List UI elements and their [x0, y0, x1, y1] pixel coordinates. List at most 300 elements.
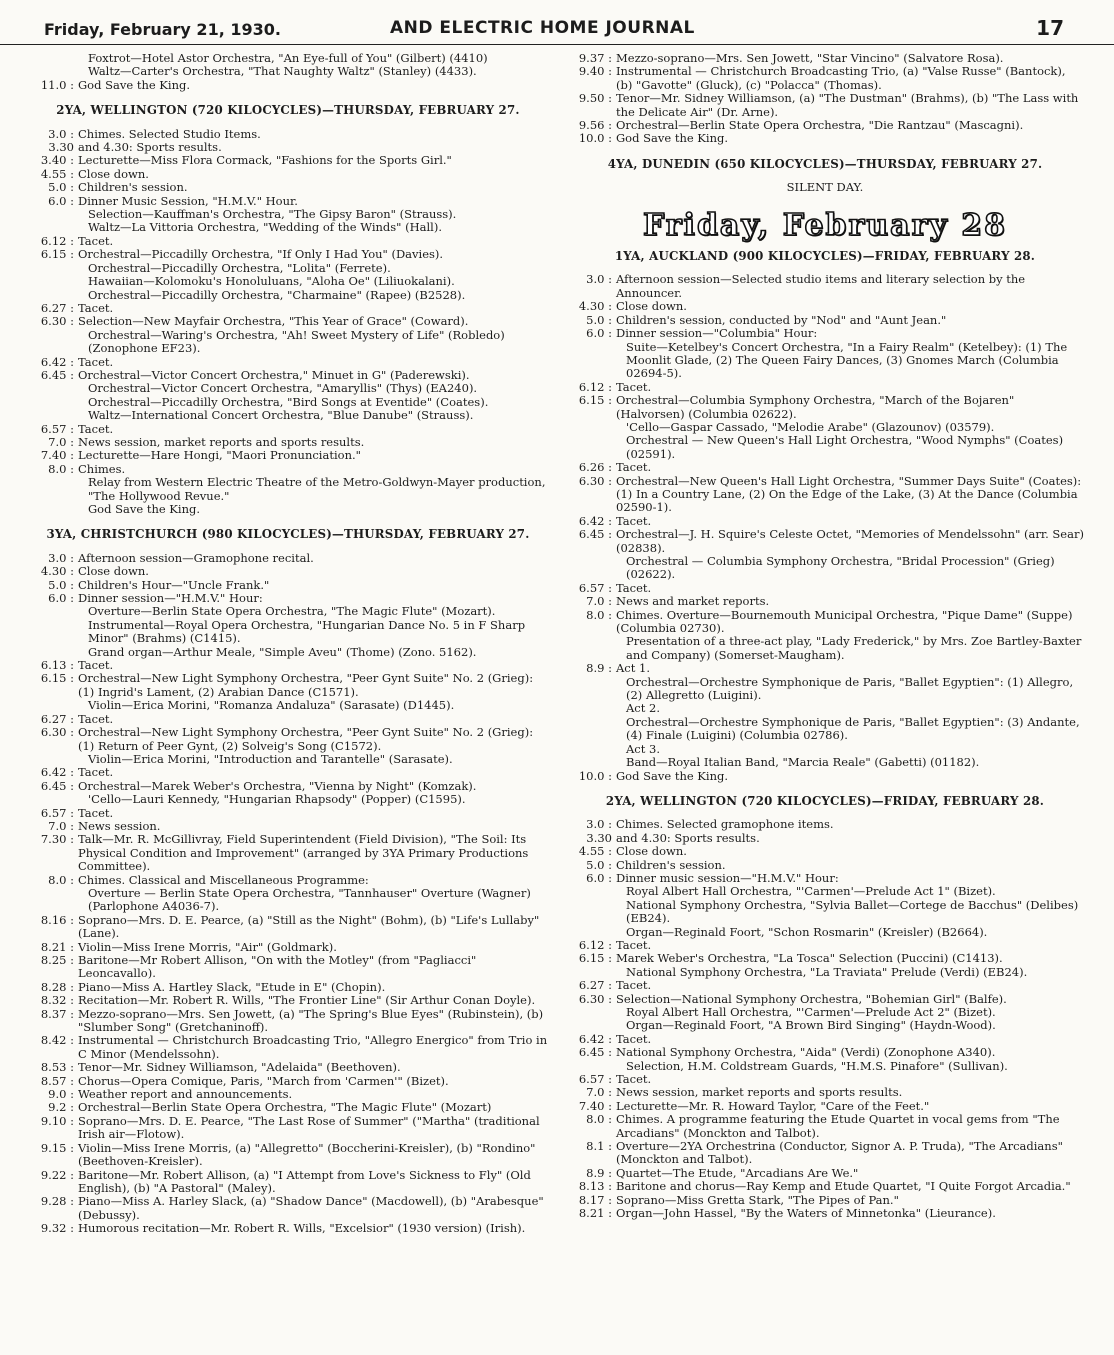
program-text: Tacet. — [616, 1072, 652, 1087]
program-time: 6.57 : — [40, 805, 74, 820]
program-time: 3.0 : — [48, 126, 74, 141]
program-text: Waltz—La Vittoria Orchestra, "Wedding of the Winds" (Hall). — [88, 220, 442, 235]
program-time: 8.0 : — [586, 607, 612, 622]
program-entry — [28, 579, 548, 592]
program-entry — [28, 1142, 548, 1169]
program-text: Overture—Berlin State Opera Orchestra, "The Magic Flute" (Mozart). — [88, 604, 496, 619]
program-entry — [566, 609, 1084, 636]
program-entry — [28, 726, 548, 753]
program-time: 7.0 : — [48, 818, 74, 833]
program-time — [28, 476, 78, 503]
program-entry — [566, 756, 1084, 769]
program-text: Orchestral—New Light Symphony Orchestra, "Peer Gynt Suite" No. 2 (Grieg): (1) Return of Peer Gynt, (2) Solveig's Song (C1572). — [78, 725, 534, 753]
program-entry — [28, 659, 548, 672]
program-time: 6.27 : — [40, 711, 74, 726]
program-entry — [28, 396, 548, 409]
program-text: Organ—John Hassel, "By the Waters of Minnetonka" (Lieurance). — [616, 1206, 996, 1221]
program-time: 5.0 : — [586, 312, 612, 327]
program-entry — [28, 1101, 548, 1114]
program-time — [28, 289, 78, 302]
program-entry — [28, 672, 548, 699]
program-entry — [28, 208, 548, 221]
program-time — [566, 1006, 616, 1019]
program-text: Selection—New Mayfair Orchestra, "This Year of Grace" (Coward). — [78, 314, 469, 329]
station-heading: 2YA, WELLINGTON (720 KILOCYCLES)—THURSDAY, FEBRUARY 27. — [56, 103, 520, 118]
program-entry — [28, 1169, 548, 1196]
program-time: 8.1 : — [586, 1139, 612, 1154]
program-time: 8.13 : — [578, 1179, 612, 1194]
program-time: 9.0 : — [48, 1087, 74, 1102]
program-time — [28, 605, 78, 618]
program-time: 6.15 : — [40, 247, 74, 262]
program-text: Tacet. — [78, 805, 114, 820]
program-time: 8.17 : — [578, 1192, 612, 1207]
program-entry — [28, 753, 548, 766]
program-time — [566, 702, 616, 715]
program-text: National Symphony Orchestra, "Sylvia Ballet—Cortege de Bacchus" (Delibes) (EB24). — [626, 897, 1079, 926]
program-time: 6.57 : — [578, 580, 612, 595]
program-entry — [28, 1061, 548, 1074]
program-entry — [28, 1034, 548, 1061]
program-time — [28, 221, 78, 234]
program-entry — [28, 329, 548, 356]
program-entry — [566, 966, 1084, 979]
program-text: Orchestral—Waring's Orchestra, "Ah! Sweet Mystery of Life" (Robledo) (Zonophone EF23). — [88, 327, 505, 356]
program-entry — [566, 1060, 1084, 1073]
program-time: 6.0 : — [48, 591, 74, 606]
program-time: 6.30 : — [578, 991, 612, 1006]
program-entry — [566, 899, 1084, 926]
program-text: Children's session. — [78, 180, 188, 195]
program-time: 6.45 : — [40, 367, 74, 382]
program-entry — [566, 859, 1084, 872]
program-time: 5.0 : — [586, 857, 612, 872]
program-text: Orchestral—New Queen's Hall Light Orchestra, "Summer Days Suite" (Coates): (1) In a Country Lane, (2) On the Edge of the Lake, (3) At the Dance (Columbia 02590-1). — [616, 473, 1082, 515]
program-text: Orchestral—Piccadilly Orchestra, "Charmaine" (Rapee) (B2528). — [88, 287, 466, 302]
program-time: 8.0 : — [48, 872, 74, 887]
program-text: Grand organ—Arthur Meale, "Simple Aveu" (Thome) (Zono. 5162). — [88, 644, 477, 659]
program-time — [566, 434, 616, 461]
program-text: Close down. — [78, 166, 149, 181]
program-time: 9.10 : — [40, 1113, 74, 1128]
program-text: Chimes. — [78, 461, 126, 476]
program-text: Orchestral — New Queen's Hall Light Orchestra, "Wood Nymphs" (Coates) (02591). — [626, 433, 1064, 461]
program-time: 6.27 : — [578, 978, 612, 993]
program-time: 8.9 : — [586, 1165, 612, 1180]
program-text: Close down. — [616, 844, 687, 859]
program-text: Presentation of a three-act play, "Lady Frederick," by Mrs. Zoe Bartley-Baxter and Company) (Somerset-Maugham). — [626, 634, 1082, 662]
program-time: 10.0 : — [578, 131, 612, 146]
program-entry — [28, 168, 548, 181]
program-time — [566, 341, 616, 381]
program-text: Talk—Mr. R. McGillivray, Field Superintendent (Field Division), "The Soil: Its Physical Condition and Improvement" (arranged by 3YA Primary Productions Committee). — [78, 832, 529, 874]
program-text: and 4.30: Sports results. — [78, 140, 222, 155]
program-text: Quartet—The Etude, "Arcadians Are We." — [616, 1165, 859, 1180]
program-entry — [28, 954, 548, 981]
program-entry — [566, 1140, 1084, 1167]
program-text: Mezzo-soprano—Mrs. Sen Jowett, "Star Vincino" (Salvatore Rosa). — [616, 51, 1004, 65]
right-column — [566, 52, 1084, 1221]
program-text: Children's session, conducted by "Nod" and "Aunt Jean." — [616, 312, 947, 327]
program-entry — [28, 52, 548, 65]
program-entry — [28, 1222, 548, 1235]
program-time: 8.21 : — [40, 939, 74, 954]
program-time — [28, 275, 78, 288]
program-text: God Save the King. — [616, 131, 729, 146]
program-entry — [28, 503, 548, 516]
program-text: Selection—National Symphony Orchestra, "Bohemian Girl" (Balfe). — [616, 991, 1007, 1006]
program-text: Tacet. — [78, 354, 114, 369]
program-entry — [566, 993, 1084, 1006]
program-entry — [566, 1194, 1084, 1207]
program-entry — [566, 1167, 1084, 1180]
program-text: Orchestral—Columbia Symphony Orchestra, "March of the Bojaren" (Halvorsen) (Columbia 02622). — [616, 393, 1015, 421]
program-entry — [28, 807, 548, 820]
program-time: 8.28 : — [40, 979, 74, 994]
station-heading: 3YA, CHRISTCHURCH (980 KILOCYCLES)—THURSDAY, FEBRUARY 27. — [46, 527, 530, 542]
program-entry — [28, 1115, 548, 1142]
program-text: Piano—Miss A. Hartley Slack, "Etude in E" (Chopin). — [78, 979, 386, 994]
program-time: 8.9 : — [586, 661, 612, 676]
program-text: Orchestral—Berlin State Opera Orchestra, "Die Rantzau" (Mascagni). — [616, 118, 1024, 133]
program-text: Marek Weber's Orchestra, "La Tosca" Selection (Puccini) (C1413). — [616, 951, 1003, 966]
program-entry — [28, 874, 548, 887]
program-time — [566, 635, 616, 662]
program-entry — [28, 382, 548, 395]
program-entry — [28, 793, 548, 806]
program-text: Overture — Berlin State Opera Orchestra, "Tannhauser" Overture (Wagner) (Parlophone A4036-7). — [88, 885, 531, 914]
program-entry — [28, 994, 548, 1007]
program-entry — [566, 872, 1084, 885]
program-entry — [28, 699, 548, 712]
program-time — [28, 646, 78, 659]
program-time: 6.30 : — [40, 725, 74, 740]
program-time: 6.12 : — [578, 937, 612, 952]
program-text: Orchestral — Columbia Symphony Orchestra, "Bridal Procession" (Grieg) (02622). — [626, 554, 1055, 582]
program-entry — [566, 926, 1084, 939]
program-entry — [28, 552, 548, 565]
program-entry — [566, 119, 1084, 132]
program-entry — [566, 939, 1084, 952]
program-entry — [566, 885, 1084, 898]
program-time: 6.57 : — [578, 1072, 612, 1087]
program-text: Soprano—Miss Gretta Stark, "The Pipes of Pan." — [616, 1192, 899, 1207]
silent-day-note: SILENT DAY. — [786, 180, 864, 195]
program-entry — [28, 79, 548, 92]
program-text: Tacet. — [616, 978, 652, 993]
program-entry — [566, 421, 1084, 434]
program-entry — [28, 315, 548, 328]
program-entry — [566, 676, 1084, 703]
program-entry — [28, 565, 548, 578]
program-text: Baritone and chorus—Ray Kemp and Etude Quartet, "I Quite Forgot Arcadia." — [616, 1179, 1071, 1194]
program-entry — [28, 235, 548, 248]
program-time: 6.15 : — [578, 393, 612, 408]
program-text: Band—Royal Italian Band, "Marcia Reale" (Gabetti) (01182). — [626, 755, 980, 770]
program-time: 6.0 : — [586, 326, 612, 341]
program-text: Chimes. Overture—Bournemouth Municipal Orchestra, "Pique Dame" (Suppe) (Columbia 02730). — [616, 607, 1073, 636]
program-time: 5.0 : — [48, 577, 74, 592]
program-time — [566, 1060, 616, 1073]
program-time: 8.25 : — [40, 953, 74, 967]
program-entry — [566, 818, 1084, 831]
station-heading: 4YA, DUNEDIN (650 KILOCYCLES)—THURSDAY, FEBRUARY 27. — [607, 156, 1043, 171]
program-time: 6.42 : — [578, 1031, 612, 1046]
program-entry — [28, 887, 548, 914]
program-text: Recitation—Mr. Robert R. Wills, "The Frontier Line" (Sir Arthur Conan Doyle). — [78, 993, 536, 1008]
program-time: 10.0 : — [578, 768, 612, 783]
program-time: 3.40 : — [40, 153, 74, 168]
program-entry — [566, 845, 1084, 858]
program-text: Chimes. Selected Studio Items. — [78, 126, 261, 141]
program-time: 7.30 : — [40, 832, 74, 847]
program-text: and 4.30: Sports results. — [616, 830, 760, 845]
program-entry — [566, 475, 1084, 515]
program-text: Orchestral—Piccadilly Orchestra, "Lolita" (Ferrete). — [88, 260, 391, 275]
program-entry — [566, 1073, 1084, 1086]
program-time: 8.57 : — [40, 1073, 74, 1088]
program-time: 8.37 : — [40, 1006, 74, 1021]
program-text: Act 1. — [616, 661, 650, 676]
program-entry — [566, 716, 1084, 743]
program-entry — [566, 1046, 1084, 1059]
program-entry — [566, 515, 1084, 528]
program-entry — [566, 65, 1084, 92]
program-text: Close down. — [616, 299, 687, 314]
program-time — [28, 329, 78, 356]
program-entry — [28, 833, 548, 873]
program-time — [28, 887, 78, 914]
program-text: National Symphony Orchestra, "Aida" (Verdi) (Zonophone A340). — [616, 1045, 996, 1060]
program-text: National Symphony Orchestra, "La Traviata" Prelude (Verdi) (EB24). — [626, 964, 1028, 979]
program-text: Violin—Erica Morini, "Introduction and Tarantelle" (Sarasate). — [88, 751, 453, 766]
program-entry — [566, 635, 1084, 662]
page-header — [0, 8, 1114, 45]
program-entry — [28, 820, 548, 833]
program-entry — [566, 1180, 1084, 1193]
publication-title: AND ELECTRIC HOME JOURNAL — [390, 18, 695, 38]
program-time: 6.42 : — [40, 765, 74, 780]
program-text: News session, market reports and sports results. — [78, 434, 365, 449]
program-text: Orchestral—New Light Symphony Orchestra, "Peer Gynt Suite" No. 2 (Grieg): (1) Ingrid's Lament, (2) Arabian Dance (C1571). — [78, 671, 534, 699]
program-time: 8.21 : — [578, 1206, 612, 1221]
program-time — [566, 421, 616, 434]
program-time: 4.30 : — [578, 299, 612, 314]
program-time: 9.22 : — [40, 1167, 74, 1182]
program-text: Instrumental — Christchurch Broadcasting Trio, (a) "Valse Russe" (Bantock), (b) "Gavotte" (Gluck), (c) "Polacca" (Thomas). — [616, 64, 1066, 92]
program-time: 6.0 : — [48, 193, 74, 208]
program-time — [28, 382, 78, 395]
program-time: 6.42 : — [40, 354, 74, 369]
program-text: God Save the King. — [616, 768, 729, 783]
program-entry — [28, 713, 548, 726]
program-time: 3.0 : — [586, 272, 612, 287]
program-entry — [28, 221, 548, 234]
program-entry — [566, 582, 1084, 595]
program-time — [566, 555, 616, 582]
program-entry — [566, 1113, 1084, 1140]
program-text: Children's session. — [616, 857, 726, 872]
program-entry — [566, 300, 1084, 313]
program-text: Violin—Miss Irene Morris, (a) "Allegretto" (Boccherini-Kreisler), (b) "Rondino" (Beethoven-Kreisler). — [78, 1140, 536, 1169]
program-time: 7.40 : — [578, 1098, 612, 1113]
program-entry — [28, 449, 548, 462]
program-time: 3.0 : — [586, 817, 612, 832]
program-time — [28, 793, 78, 806]
program-text: Tacet. — [78, 233, 114, 248]
station-heading: 1YA, AUCKLAND (900 KILOCYCLES)—FRIDAY, FEBRUARY 28. — [614, 249, 1036, 264]
program-time — [566, 756, 616, 769]
program-entry — [28, 65, 548, 78]
program-text: Suite—Ketelbey's Concert Orchestra, "In a Fairy Realm" (Ketelbey): (1) The Moonlit Glade, (2) The Queen Fairy Dances, (3) Gnomes March (Columbia 02694-5). — [626, 339, 1068, 381]
program-text: Lecturette—Miss Flora Cormack, "Fashions for the Sports Girl." — [78, 153, 452, 168]
program-entry — [28, 1195, 548, 1222]
program-text: 'Cello—Lauri Kennedy, "Hungarian Rhapsody" (Popper) (C1595). — [88, 792, 466, 807]
program-entry — [28, 248, 548, 261]
program-entry — [566, 952, 1084, 965]
program-entry — [566, 273, 1084, 300]
program-time — [566, 885, 616, 898]
program-text: Lecturette—Hare Hongi, "Maori Pronunciation." — [78, 448, 361, 463]
program-entry — [566, 381, 1084, 394]
program-time — [566, 899, 616, 926]
program-text: Dinner music session—"H.M.V." Hour: — [616, 870, 839, 885]
day-title: Friday, February 28 — [642, 207, 1008, 243]
program-entry — [28, 619, 548, 646]
program-entry — [566, 461, 1084, 474]
program-entry — [28, 195, 548, 208]
program-time: 6.13 : — [40, 658, 74, 673]
program-text: Orchestral—Marek Weber's Orchestra, "Vienna by Night" (Komzak). — [78, 778, 477, 793]
program-time — [566, 676, 616, 703]
program-text: Tacet. — [616, 580, 652, 595]
program-time: 9.2 : — [48, 1100, 74, 1115]
program-time — [28, 52, 78, 65]
program-text: Mezzo-soprano—Mrs. Sen Jowett, (a) "The Spring's Blue Eyes" (Rubinstein), (b) "Slumber Song" (Gretchaninoff). — [78, 1006, 544, 1035]
program-time: 8.32 : — [40, 993, 74, 1008]
program-entry — [28, 463, 548, 476]
program-text: Chimes. A programme featuring the Etude Quartet in vocal gems from "The Arcadians" (Monckton and Talbot). — [616, 1112, 1060, 1140]
program-text: Relay from Western Electric Theatre of the Metro-Goldwyn-Mayer production, "The Hollywood Revue." — [88, 475, 546, 503]
program-entry — [566, 555, 1084, 582]
program-text: Organ—Reginald Foort, "A Brown Bird Singing" (Haydn-Wood). — [626, 1018, 996, 1033]
program-text: Chimes. Selected gramophone items. — [616, 817, 834, 832]
program-text: Baritone—Mr Robert Allison, "On with the Motley" (from "Pagliacci" Leoncavallo). — [78, 953, 477, 981]
program-entry — [28, 592, 548, 605]
program-entry — [28, 914, 548, 941]
program-entry — [566, 595, 1084, 608]
program-text: Royal Albert Hall Orchestra, "'Carmen'—Prelude Act 1" (Bizet). — [626, 884, 996, 899]
program-time: 6.12 : — [40, 233, 74, 248]
program-text: Tacet. — [78, 765, 114, 780]
program-text: Tacet. — [78, 658, 114, 673]
program-entry — [28, 436, 548, 449]
program-entry — [28, 262, 548, 275]
program-text: Instrumental—Royal Opera Orchestra, "Hungarian Dance No. 5 in F Sharp Minor" (Brahms) (C1415). — [88, 617, 526, 646]
program-text: Orchestral—Piccadilly Orchestra, "Bird Songs at Eventide" (Coates). — [88, 394, 489, 409]
program-entry — [566, 1207, 1084, 1220]
program-time — [566, 926, 616, 939]
program-time: 9.40 : — [578, 64, 612, 79]
program-text: Waltz—International Concert Orchestra, "Blue Danube" (Strauss). — [88, 408, 474, 423]
program-entry — [566, 770, 1084, 783]
program-entry — [566, 702, 1084, 715]
program-entry — [28, 1075, 548, 1088]
program-time: 6.26 : — [578, 460, 612, 475]
program-entry — [28, 181, 548, 194]
program-entry — [566, 1033, 1084, 1046]
program-text: Chorus—Opera Comique, Paris, "March from 'Carmen'" (Bizet). — [78, 1073, 449, 1088]
program-entry — [566, 743, 1084, 756]
program-text: Overture—2YA Orchestrina (Conductor, Signor A. P. Truda), "The Arcadians" (Monckton and Talbot). — [616, 1139, 1063, 1167]
program-text: Weather report and announcements. — [78, 1087, 293, 1102]
program-time: 6.30 : — [40, 314, 74, 329]
program-entry — [28, 409, 548, 422]
program-text: Piano—Miss A. Harley Slack, (a) "Shadow Dance" (Macdowell), (b) "Arabesque" (Debussy). — [78, 1194, 544, 1222]
program-time: 9.50 : — [578, 91, 612, 106]
program-entry — [566, 528, 1084, 555]
program-time: 5.0 : — [48, 180, 74, 195]
program-time — [28, 409, 78, 422]
program-time: 9.28 : — [40, 1194, 74, 1209]
program-entry — [28, 302, 548, 315]
program-text: Humorous recitation—Mr. Robert R. Wills, "Excelsior" (1930 version) (Irish). — [78, 1221, 526, 1236]
program-time — [28, 753, 78, 766]
program-text: Instrumental — Christchurch Broadcasting Trio, "Allegro Energico" from Trio in C Minor (Mendelssohn). — [78, 1033, 548, 1061]
program-entry — [566, 327, 1084, 340]
program-entry — [28, 981, 548, 994]
program-time: 6.45 : — [578, 1045, 612, 1060]
program-text: News session. — [78, 818, 161, 833]
program-text: Children's Hour—"Uncle Frank." — [78, 577, 270, 592]
program-time — [566, 966, 616, 979]
program-text: Tacet. — [78, 711, 114, 726]
program-entry — [566, 832, 1084, 845]
program-text: Royal Albert Hall Orchestra, "'Carmen'—Prelude Act 2" (Bizet). — [626, 1005, 996, 1019]
program-entry — [28, 128, 548, 141]
program-text: Violin—Miss Irene Morris, "Air" (Goldmark). — [78, 939, 337, 954]
program-time — [28, 503, 78, 516]
program-time: 7.0 : — [586, 1085, 612, 1100]
program-text: Chimes. Classical and Miscellaneous Programme: — [78, 872, 369, 887]
program-entry — [28, 423, 548, 436]
program-time: 6.57 : — [40, 421, 74, 436]
program-time: 6.45 : — [40, 778, 74, 793]
program-text: Organ—Reginald Foort, "Schon Rosmarin" (Kreisler) (B2664). — [626, 924, 988, 939]
program-text: Selection—Kauffman's Orchestra, "The Gipsy Baron" (Strauss). — [88, 207, 457, 222]
program-entry — [566, 1006, 1084, 1019]
program-time: 6.15 : — [578, 951, 612, 966]
program-entry — [566, 132, 1084, 145]
program-time: 3.30 — [586, 830, 612, 845]
program-time: 9.56 : — [578, 118, 612, 133]
program-time: 8.42 : — [40, 1033, 74, 1048]
page-number: 17 — [1036, 16, 1064, 40]
program-text: Tacet. — [616, 460, 652, 475]
program-entry — [28, 605, 548, 618]
program-entry — [28, 1008, 548, 1035]
program-time: 8.53 : — [40, 1060, 74, 1075]
program-text: Hawaiian—Kolomoku's Honoluluans, "Aloha Oe" (Liliuokalani). — [88, 274, 455, 289]
program-entry — [28, 1088, 548, 1101]
program-entry — [28, 275, 548, 288]
program-text: Orchestral—Orchestre Symphonique de Paris, "Ballet Egyptien": (3) Andante, (4) Finale (Luigini) (Columbia 02786). — [626, 714, 1080, 743]
program-time — [28, 208, 78, 221]
program-time: 7.0 : — [48, 434, 74, 449]
program-text: Dinner session—"Columbia" Hour: — [616, 326, 818, 341]
program-time: 9.32 : — [40, 1221, 74, 1236]
program-text: Act 2. — [626, 701, 660, 716]
